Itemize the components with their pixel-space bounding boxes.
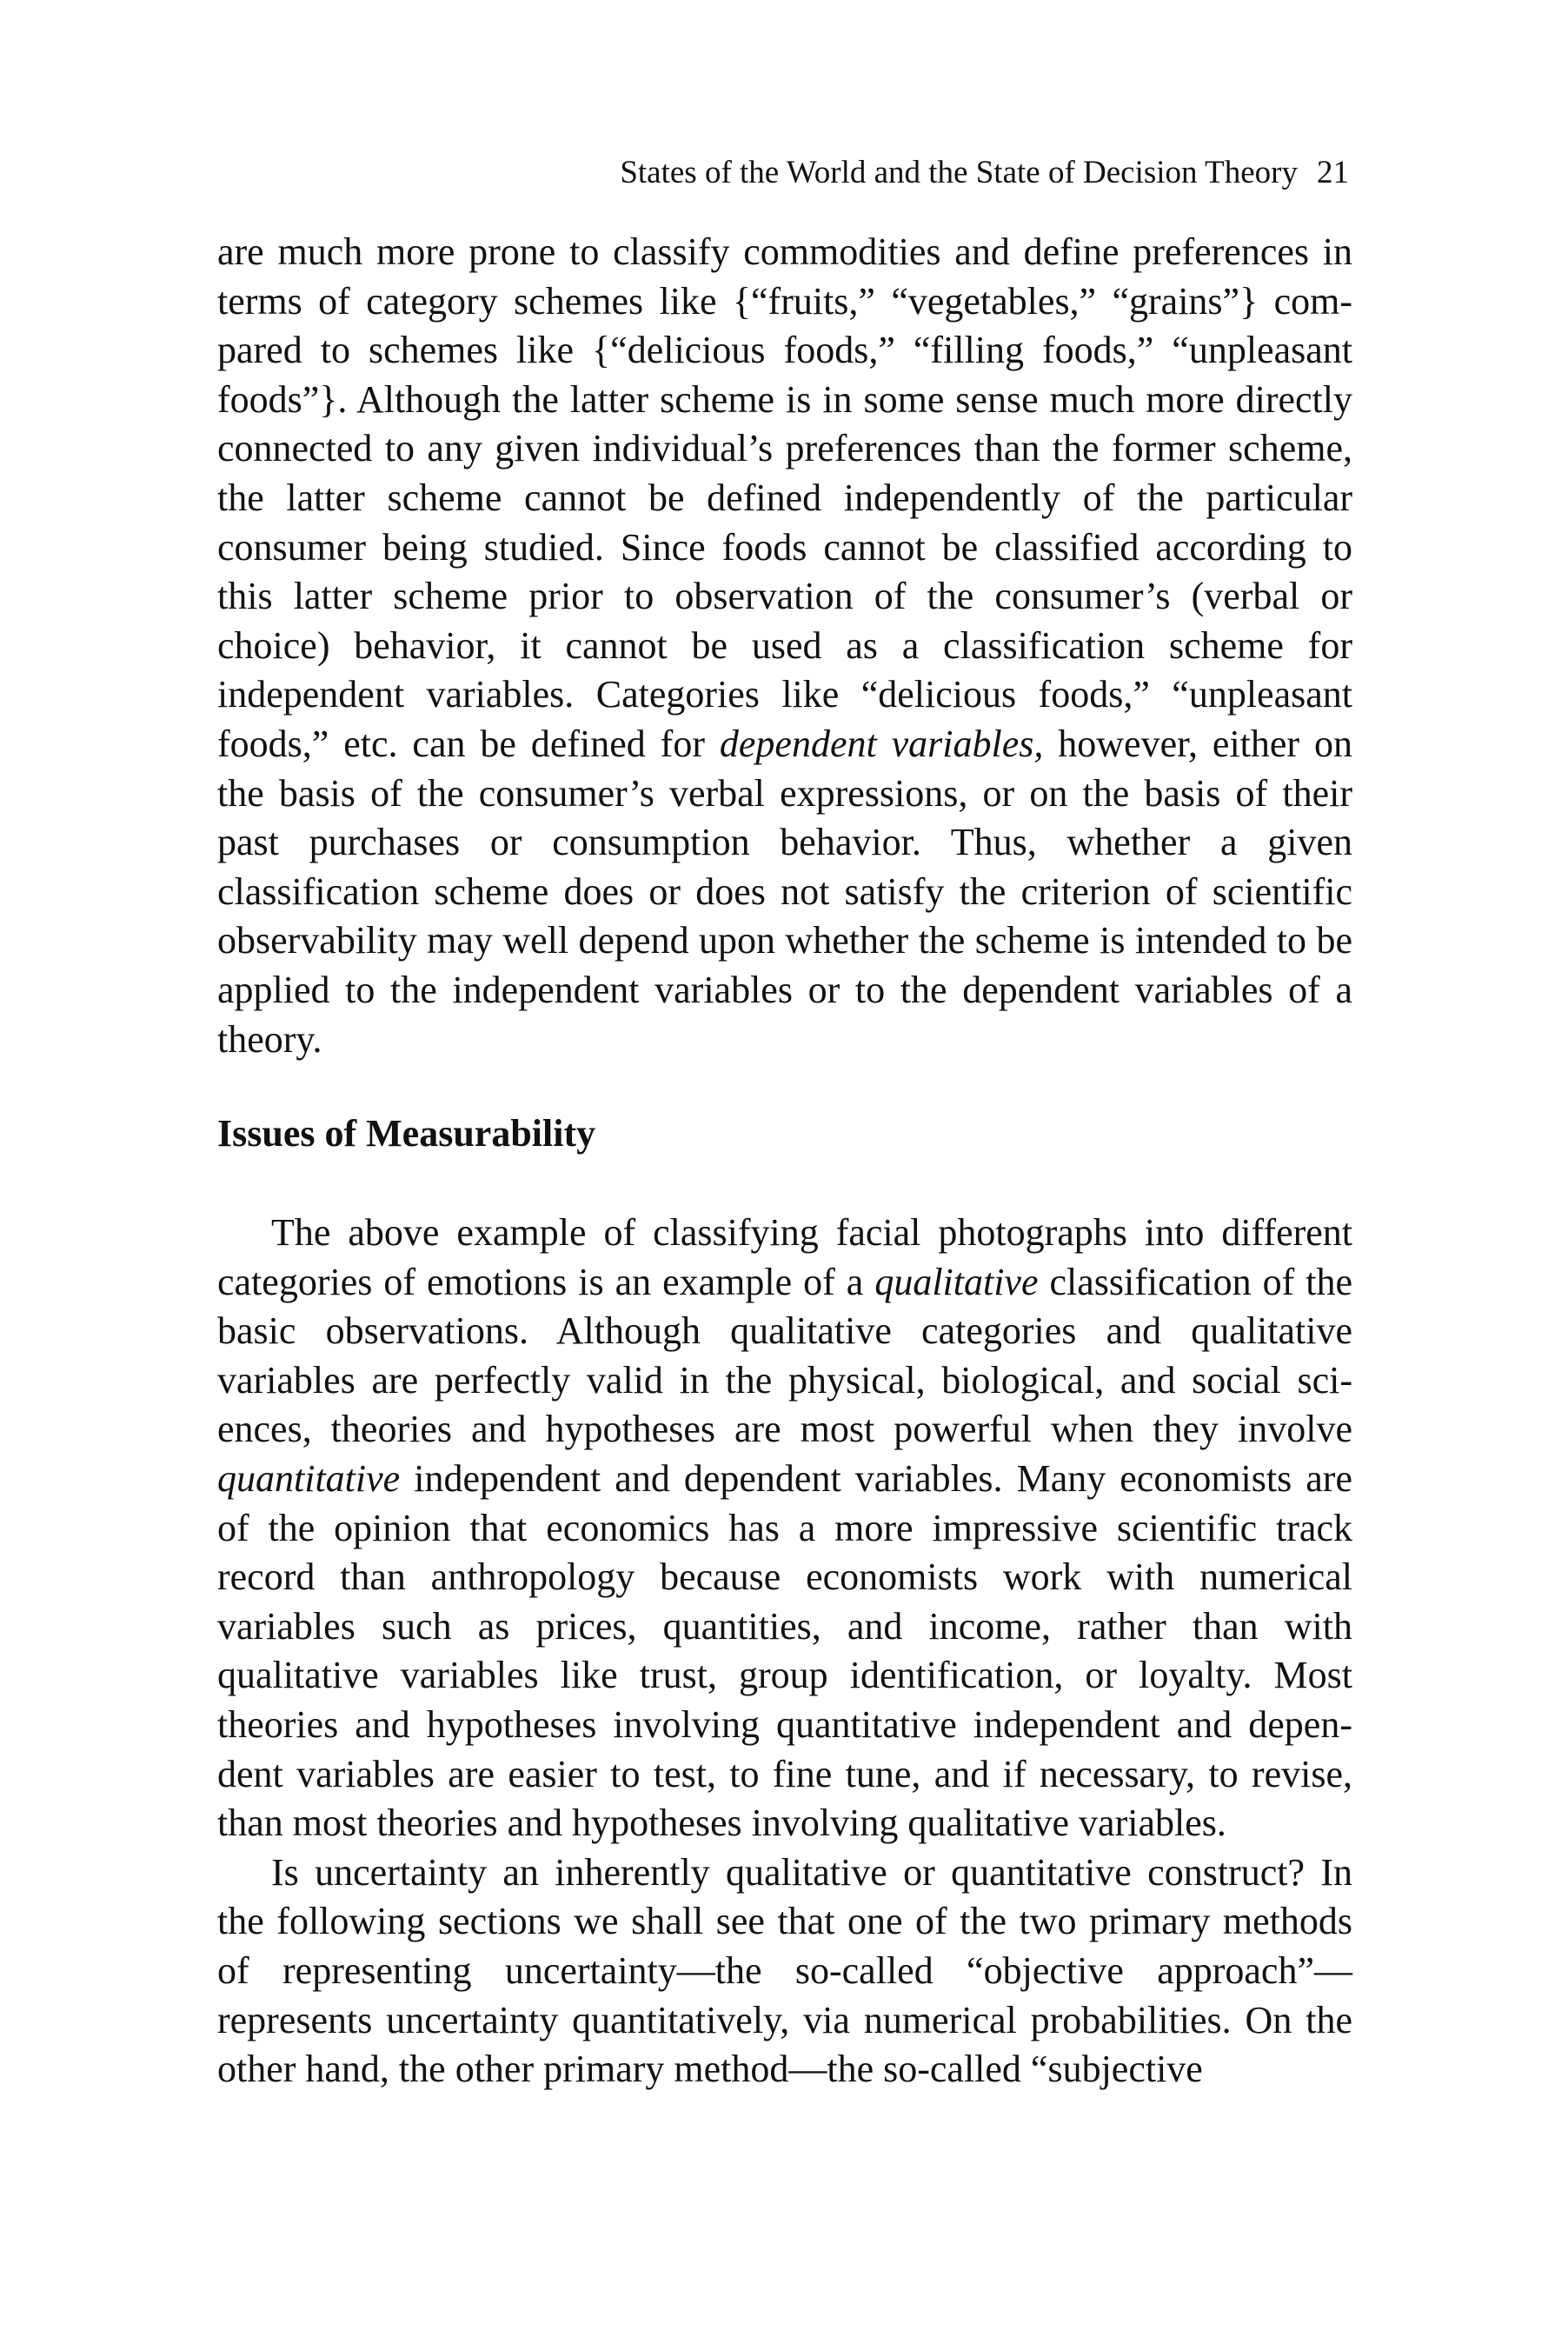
paragraph-2-text-a: The above example of classifying facial photographs into different categories of emotions is an example of a (217, 1211, 1352, 1303)
paragraph-2-text-b: classification of the basic observations. Although qualitative categories and qualitative variables are perfectly valid in the physical, biological, and social sciences, theories and hypotheses are most powerful when they involve (217, 1260, 1353, 1451)
paragraph-1-emphasis: dependent variables, (719, 722, 1044, 765)
section-heading: Issues of Measurability (217, 1112, 596, 1156)
running-head (620, 152, 1349, 194)
body-text (217, 228, 1352, 2095)
page-number: 21 (1317, 155, 1349, 190)
paragraph-1-text-a: are much more prone to classify commodities and define preferences in terms of category schemes like {“fruits,” “vegetables,” “grains”} compared to schemes like {“delicious foods,” “filling foods,” “unpleasant foods”}. Although the latter scheme is in some sense much more directly connected to any given individual’s preferences than the former scheme, the latter scheme cannot be defined independently of the particular consumer being studied. Since foods cannot be classified according to this latter scheme prior to observation of the consumer’s (verbal or choice) behavior, it cannot be used as a classification scheme for independent variables. Categories like “delicious foods,” “unpleasant foods,” etc. can be defined for (217, 230, 1352, 765)
paragraph-uncertainty: Is uncertainty an inherently qualitative or quantitative construct? In the following sections we shall see that one of the two primary methods of representing uncertainty—the so-called “objective approach”— represents uncertainty quantitatively, via numerical probabilities. On the other hand, the other primary method—the so-called “subjective (217, 1850, 1352, 2091)
paragraph-2-emphasis-quantitative: quantitative (217, 1457, 401, 1501)
paragraph-measurability (217, 1209, 1352, 1848)
running-head-title: States of the World and the State of Decision Theory (620, 155, 1298, 190)
paragraph-2-emphasis-qualitative: qualitative (874, 1260, 1039, 1303)
paragraph-1-text-b: however, either on the basis of the consumer’s verbal expressions, or on the basis of their past purchases or consumption behavior. Thus, whether a given classification scheme does or does not satisfy the criterion of scientific observability may well depend upon whether the scheme is intended to be applied to the independent variables or to the dependent variables of a theory. (217, 722, 1352, 1061)
paragraph-2-text-c: independent and dependent variables. Many economists are of the opinion that economics has a more impressive scientific track record than anthropology because economists work with numerical variables such as prices, quantities, and income, rather than with qualitative variables like trust, group identification, or loyalty. Most theories and hypotheses involving quantitative independent and dependent variables are easier to test, to fine tune, and if necessary, to revise, than most theories and hypotheses involving qualitative variables. (217, 1457, 1352, 1845)
paragraph-continuation (217, 228, 1352, 1064)
